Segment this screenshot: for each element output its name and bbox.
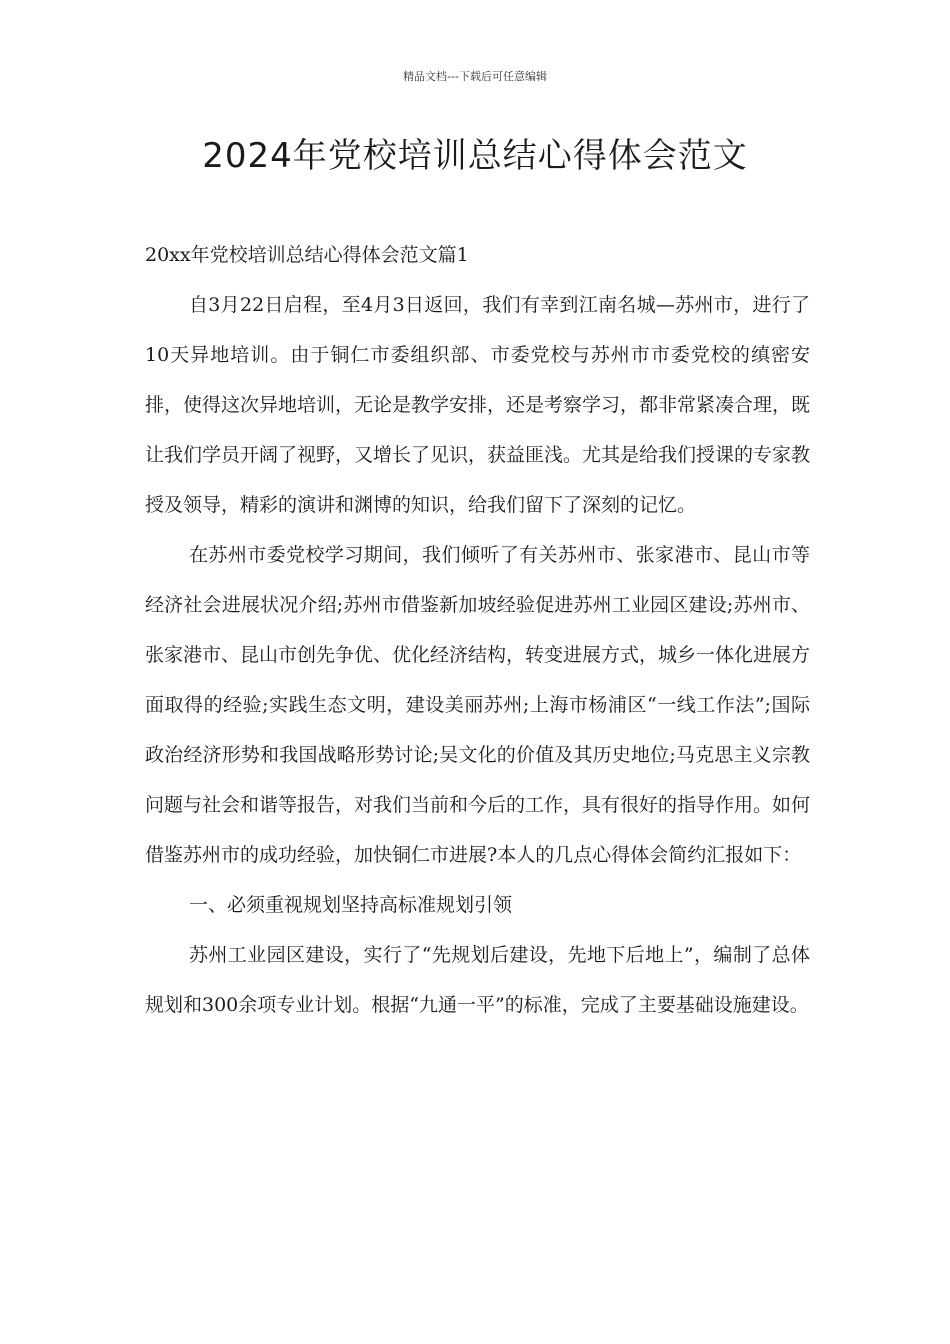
section-heading-1: 一、必须重视规划坚持高标准规划引领	[189, 894, 513, 916]
paragraph-1: 自3月22日启程，至4月3日返回，我们有幸到江南名城—苏州市，进行了10天异地培训。由于铜仁市委组织部、市委党校与苏州市市委党校的缜密安排，使得这次异地培训，无论是教学安排，还是考察学习，都非常紧凑合理，既让我们学员开阔了视野，又增长了见识，获益匪浅。尤其是给我们授课的专家教授及领导，精彩的演讲和渊博的知识，给我们留下了深刻的记忆。	[145, 294, 811, 516]
paragraph-2: 在苏州市委党校学习期间，我们倾听了有关苏州市、张家港市、昆山市等经济社会进展状况介绍;苏州市借鉴新加坡经验促进苏州工业园区建设;苏州市、张家港市、昆山市创先争优、优化经济结构，转变进展方式，城乡一体化进展方面取得的经验;实践生态文明，建设美丽苏州;上海市杨浦区“一线工作法”;国际政治经济形势和我国战略形势讨论;吴文化的价值及其历史地位;马克思主义宗教问题与社会和谐等报告，对我们当前和今后的工作，具有很好的指导作用。如何借鉴苏州市的成功经验，加快铜仁市进展?本人的几点心得体会简约汇报如下：	[145, 544, 811, 866]
paragraph-3: 苏州工业园区建设，实行了“先规划后建设，先地下后地上”，编制了总体规划和300余项专业计划。根据“九通一平”的标准，完成了主要基础设施建设。	[145, 944, 810, 1016]
document-title: 2024年党校培训总结心得体会范文	[202, 136, 748, 176]
header-note: 精品文档---下载后可任意编辑	[403, 70, 547, 83]
section-subtitle: 20xx年党校培训总结心得体会范文篇1	[145, 244, 469, 266]
document-body	[145, 230, 810, 1030]
